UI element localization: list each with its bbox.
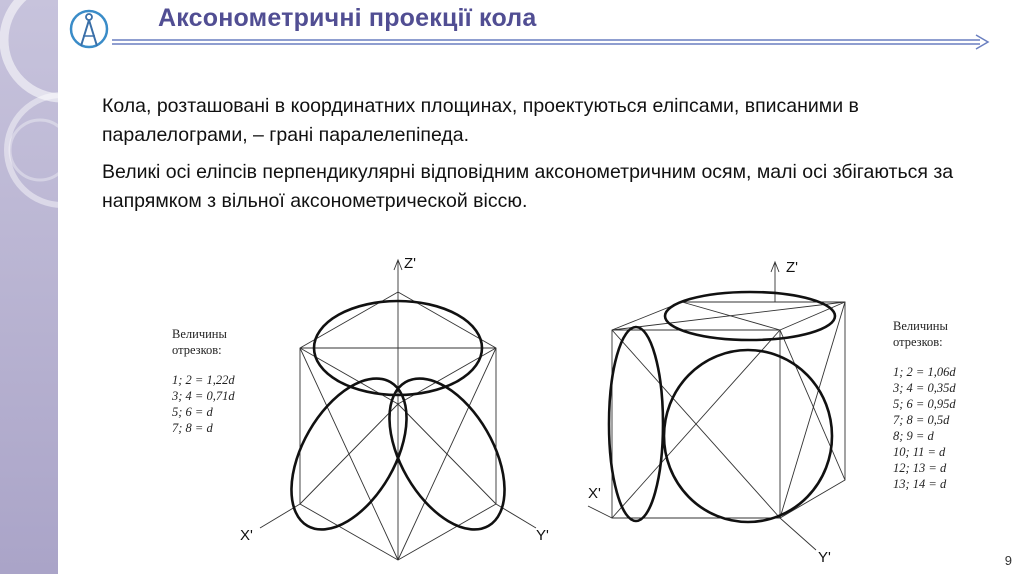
left-axis-y-label: Y': [536, 527, 549, 544]
right-legend-row: 5; 6 = 0,95d: [893, 397, 956, 411]
right-dimetric-drawing: [590, 250, 880, 570]
right-legend-row: 3; 4 = 0,35d: [893, 381, 956, 395]
left-legend-title-1: Величины: [172, 327, 227, 341]
right-legend-row: 1; 2 = 1,06d: [893, 365, 956, 379]
body-text: [102, 92, 982, 224]
left-legend-row: 1; 2 = 1,22d: [172, 373, 235, 387]
slide-title: Аксонометричні проекції кола: [158, 4, 537, 32]
right-legend-row: 12; 13 = d: [893, 461, 947, 475]
right-legend-row: 8; 9 = d: [893, 429, 934, 443]
paragraph-2: Великі осі еліпсів перпендикулярні відповідним аксонометричним осям, малі осі збігаються за напрямком з вільної аксонометрической віссю.: [102, 161, 954, 212]
right-legend-row: 10; 11 = d: [893, 445, 946, 459]
axonometric-figure: [150, 250, 980, 570]
left-legend-row: 3; 4 = 0,71d: [172, 389, 235, 403]
right-legend-title-2: отрезков:: [893, 335, 943, 349]
left-legend: [172, 326, 235, 436]
left-axis-z-label: Z': [404, 255, 417, 272]
right-legend: [893, 318, 956, 492]
paragraph-1: Кола, розташовані в координатних площинах, проектуються еліпсами, вписаними в паралелограми, – грані паралелепіпеда.: [102, 95, 859, 146]
right-axis-y-label: Y': [818, 549, 831, 566]
left-isometric-drawing: [238, 250, 558, 570]
side-decor-band: [0, 0, 58, 574]
right-axis-z-label: Z': [786, 259, 799, 276]
right-axis-x-label: X': [588, 485, 601, 502]
left-legend-title-2: отрезков:: [172, 343, 222, 357]
left-legend-row: 5; 6 = d: [172, 405, 213, 419]
right-legend-title-1: Величины: [893, 319, 948, 333]
compass-logo-icon: [68, 6, 110, 52]
left-legend-row: 7; 8 = d: [172, 421, 213, 435]
right-legend-row: 13; 14 = d: [893, 477, 947, 491]
title-underline-arrow: [112, 30, 992, 52]
right-legend-row: 7; 8 = 0,5d: [893, 413, 950, 427]
page-number: 9: [1004, 553, 1012, 568]
left-axis-x-label: X': [240, 527, 253, 544]
